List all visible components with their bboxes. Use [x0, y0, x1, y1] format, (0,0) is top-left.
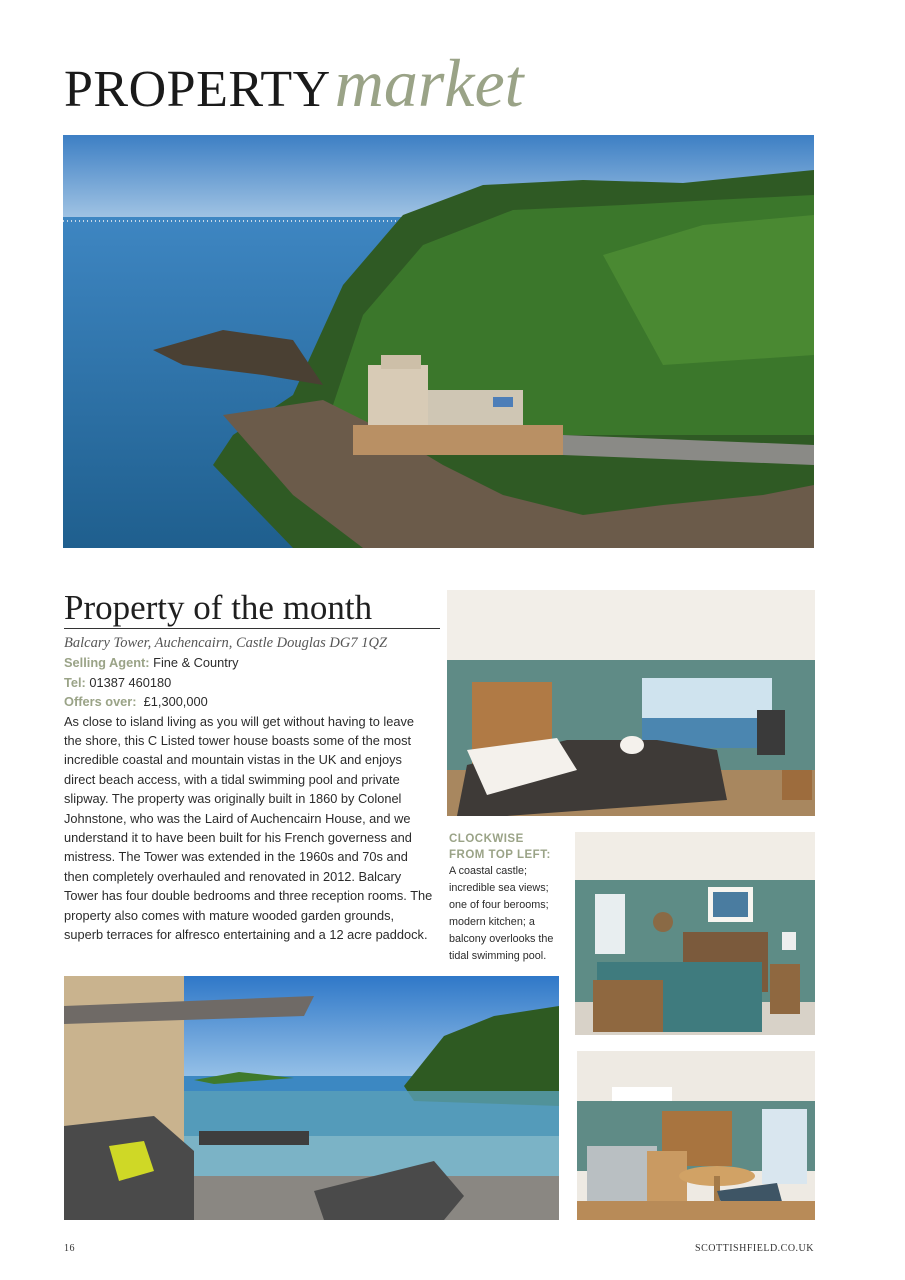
tel-value: 01387 460180 — [89, 674, 172, 690]
caption-heading-line1: CLOCKWISE — [449, 833, 524, 845]
hero-photo-coastal-castle — [63, 135, 814, 548]
article-title: Property of the month — [64, 588, 373, 627]
tel-line — [64, 673, 434, 692]
caption-text: A coastal castle; incredible sea views; one of four berooms; modern kitchen; a balcony overlooks the tidal swimming pool. — [449, 865, 554, 962]
site-url: SCOTTISHFIELD.CO.UK — [695, 1243, 814, 1254]
agent-line — [64, 653, 434, 672]
article-headline — [64, 588, 440, 629]
masthead-market: market — [334, 45, 524, 121]
article-text — [64, 634, 434, 945]
offers-line — [64, 692, 434, 711]
tel-label: Tel: — [64, 674, 86, 690]
offers-label: Offers over: — [64, 694, 137, 710]
agent-label: Selling Agent: — [64, 655, 150, 671]
property-address: Balcary Tower, Auchencairn, Castle Douglas DG7 1QZ — [64, 635, 388, 651]
bedroom-photo — [575, 832, 815, 1035]
masthead-property: PROPERTY — [64, 61, 331, 118]
photo-caption — [449, 831, 564, 965]
masthead — [64, 44, 524, 124]
page-number: 16 — [64, 1243, 75, 1254]
living-room-photo — [447, 590, 815, 816]
article-body: As close to island living as you will get without having to leave the shore, this C Listed tower house boasts some of the most incredible coastal and mountain vistas in the UK and enjoys direct beach access, with a tidal swimming pool and private slipway. The property was originally built in 1860 by Colonel Johnstone, who was the Laird of Auchencairn House, and we understand it to have been built for his French governess and mistress. The Tower was extended in the 1960s and 70s and then completely overhauled and renovated in 2012. Balcary Tower has four double bedrooms and three reception rooms. The property also comes with mature wooded garden grounds, superb terraces for alfresco entertaining and a 12 acre paddock. — [64, 713, 433, 943]
caption-heading-line2: FROM TOP LEFT: — [449, 849, 551, 861]
offers-value: £1,300,000 — [143, 694, 208, 710]
agent-value: Fine & Country — [153, 655, 239, 671]
balcony-photo — [64, 976, 559, 1220]
kitchen-photo — [577, 1051, 815, 1220]
